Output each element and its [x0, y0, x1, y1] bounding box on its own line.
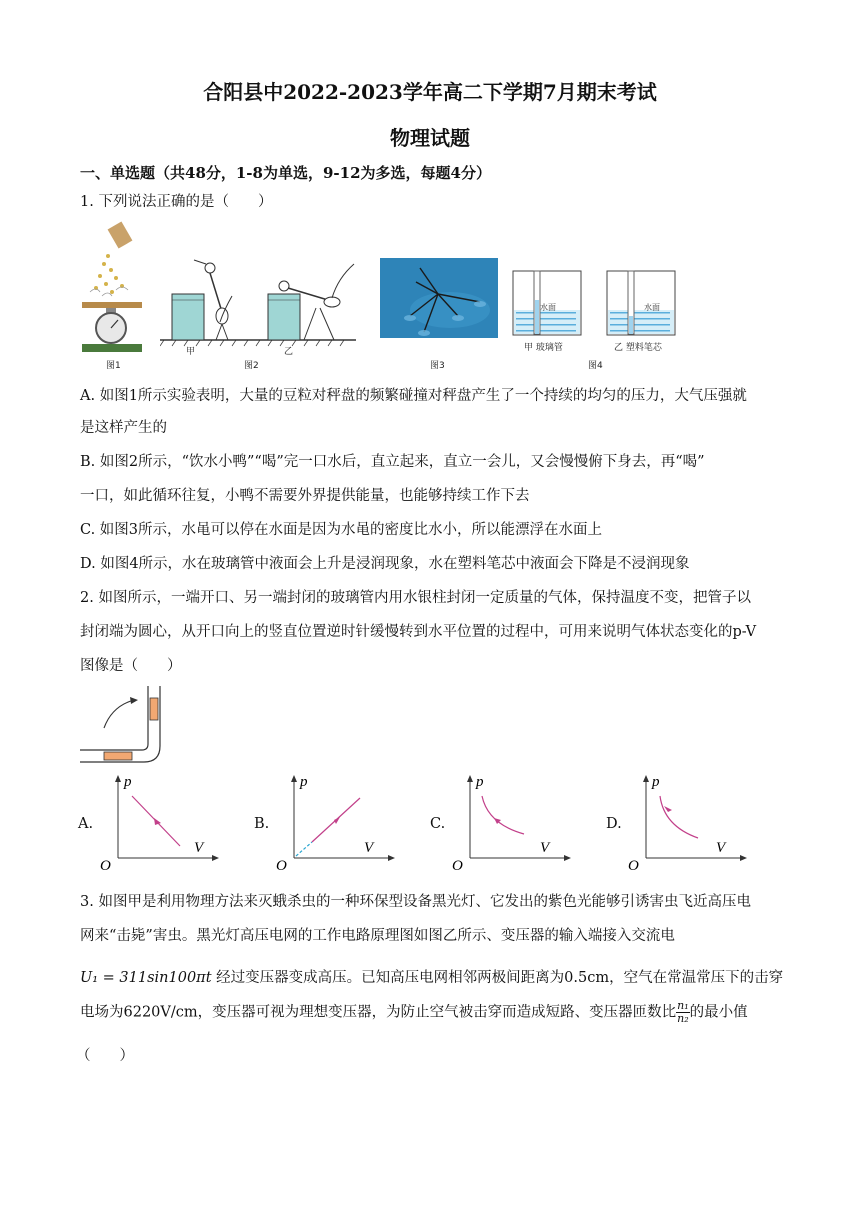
q3-turns-ratio-fraction — [676, 1000, 690, 1025]
q1-option-b-line2: 一口，如此循环往复，小鸭不需要外界提供能量，也能够持续工作下去 — [80, 488, 530, 504]
q2-a-v-axis: V — [194, 840, 204, 856]
q2-option-d-graph — [628, 774, 748, 870]
fig2-caption: 图2 — [244, 361, 259, 371]
q2-stem-line1: 2. 如图所示，一端开口、另一端封闭的玻璃管内用水银柱封闭一定质量的气体，保持温度不变，把管子以 — [80, 590, 751, 606]
fig1-bean-scale-image — [76, 220, 156, 370]
q2-option-a-graph — [100, 774, 220, 870]
q2-d-p-axis: p — [652, 774, 660, 790]
q3-stem-line3 — [80, 966, 783, 987]
q3-formula: U₁ = 311sin100πt — [80, 970, 212, 986]
q2-c-origin: O — [452, 858, 463, 870]
q1-option-d: D. 如图4所示，水在玻璃管中液面会上升是浸润现象，水在塑料笔芯中液面会下降是不浸润现象 — [80, 556, 690, 572]
fig2-label-yi: 乙 — [284, 347, 294, 357]
q3-frac-numerator: n₁ — [677, 999, 689, 1012]
fig4-plastic-tube-image — [606, 270, 678, 336]
q2-option-b-graph — [276, 774, 396, 870]
fig1-caption: 图1 — [106, 361, 121, 371]
q2-b-v-axis: V — [364, 840, 374, 856]
q2-options-row — [78, 774, 758, 874]
q3-stem-line4-tail: 的最小值 — [689, 1004, 748, 1021]
q3-stem-line4-text: 电场为6220V/cm，变压器可视为理想变压器，为防止空气被击穿而造成短路、变压器匝数比 — [80, 1004, 677, 1021]
q3-frac-denominator: n₂ — [677, 1012, 689, 1025]
fig4-water-right: 水面 — [644, 303, 660, 312]
fig4-water-left: 水面 — [540, 303, 556, 312]
q3-stem-line4 — [80, 1000, 748, 1025]
q2-b-origin: O — [276, 858, 287, 870]
page-title: 合阳县中2022-2023学年高二下学期7月期末考试 — [203, 80, 657, 104]
fig3-water-strider-image — [380, 258, 498, 338]
fig2-label-jia: 甲 — [186, 347, 196, 357]
q1-option-a-line1: A. 如图1所示实验表明，大量的豆粒对秤盘的频繁碰撞对秤盘产生了一个持续的均匀的压力，大气压强就 — [80, 388, 747, 404]
q1-figure-strip — [76, 220, 696, 370]
q2-b-p-axis: p — [300, 774, 308, 790]
q1-stem: 1. 下列说法正确的是（ ） — [80, 194, 273, 210]
q2-d-origin: O — [628, 858, 639, 870]
q1-option-b-line1: B. 如图2所示，“饮水小鸭”“喝”完一口水后，直立起来，直立一会儿，又会慢慢俯下身去，再“喝” — [80, 454, 705, 470]
q2-option-a-label: A. — [78, 816, 94, 832]
fig4-caption: 图4 — [588, 361, 603, 371]
q2-a-origin: O — [100, 858, 111, 870]
q2-stem-line2: 封闭端为圆心，从开口向上的竖直位置逆时针缓慢转到水平位置的过程中，可用来说明气体状态变化的p-V — [80, 624, 757, 640]
q2-c-v-axis: V — [540, 840, 550, 856]
fig2-drinking-bird-image — [160, 256, 360, 348]
q2-option-b-label: B. — [254, 816, 270, 832]
q2-option-c-graph — [452, 774, 572, 870]
q3-stem-line1: 3. 如图甲是利用物理方法来灭蛾杀虫的一种环保型设备黑光灯、它发出的紫色光能够引诱害虫飞近高压电 — [80, 894, 751, 910]
q3-stem-line5: （ ） — [76, 1048, 134, 1064]
q2-stem-line3: 图像是（ ） — [80, 658, 182, 674]
q3-stem-line2: 网来“击毙”害虫。黑光灯高压电网的工作电路原理图如图乙所示、变压器的输入端接入交流电 — [80, 928, 675, 944]
q2-d-v-axis: V — [716, 840, 726, 856]
page-subtitle: 物理试题 — [390, 126, 470, 150]
q3-stem-line3-text: 经过变压器变成高压。已知高压电网相邻两极间距离为0.5cm，空气在常温常压下的击穿 — [211, 970, 784, 986]
q2-option-c-label: C. — [430, 816, 446, 832]
q1-option-a-line2: 是这样产生的 — [80, 420, 167, 436]
q2-a-p-axis: p — [124, 774, 132, 790]
q2-tube-rotation-diagram — [78, 684, 170, 766]
fig3-caption: 图3 — [430, 361, 445, 371]
q2-c-p-axis: p — [476, 774, 484, 790]
section-heading: 一、单选题（共48分，1-8为单选，9-12为多选，每题4分） — [80, 164, 491, 182]
q2-option-d-label: D. — [606, 816, 622, 832]
fig4-label-left: 甲 玻璃管 — [524, 343, 563, 353]
fig4-label-right: 乙 塑料笔芯 — [614, 343, 662, 353]
q1-option-c: C. 如图3所示，水黾可以停在水面是因为水黾的密度比水小，所以能漂浮在水面上 — [80, 522, 603, 538]
